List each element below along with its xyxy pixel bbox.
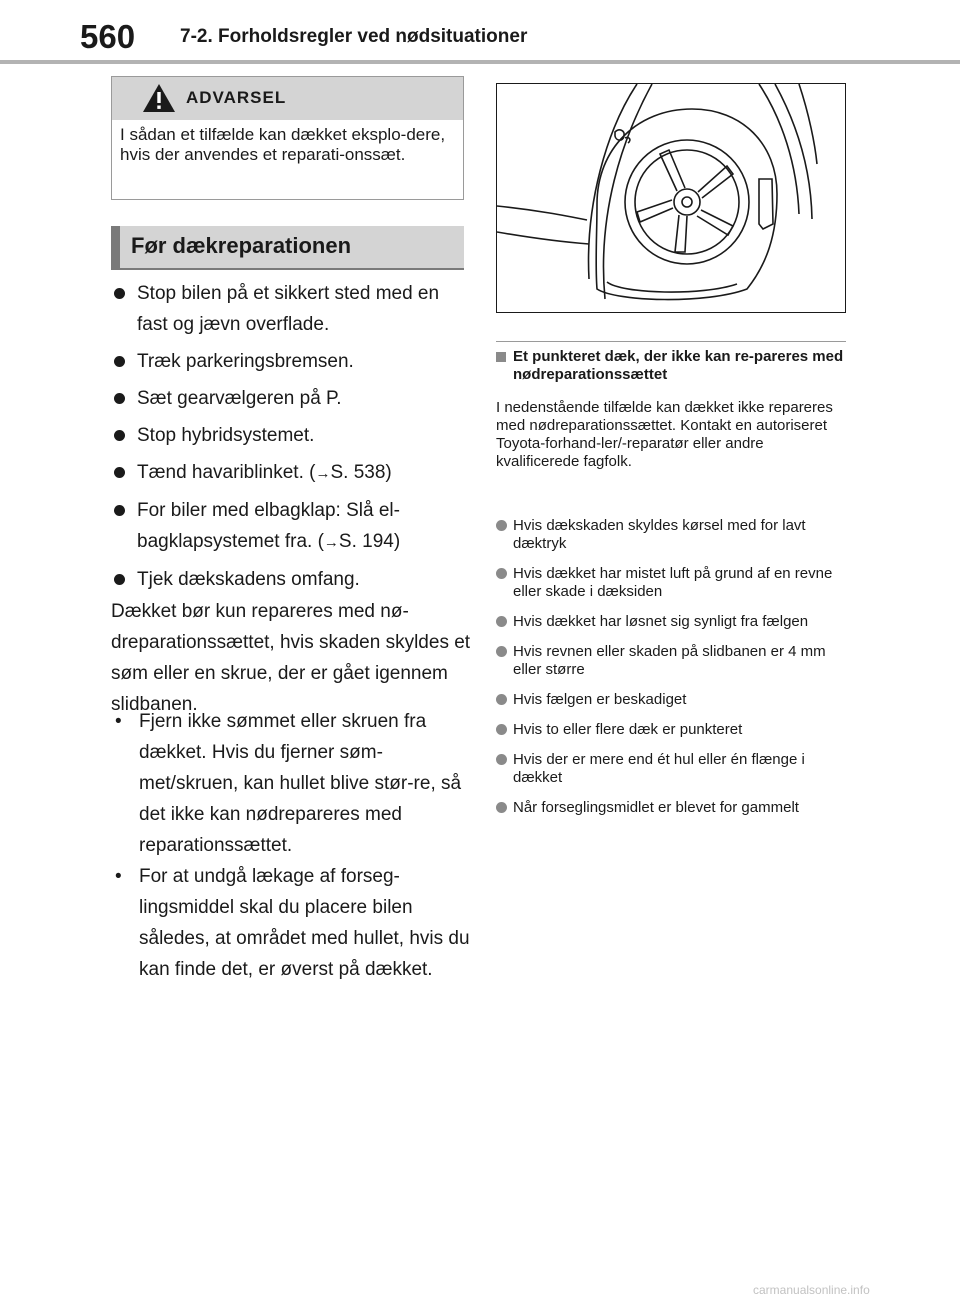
case-text: Hvis dækskaden skyldes kørsel med for lavt dæktryk (513, 517, 806, 552)
page-reference-link[interactable]: S. 194 (338, 531, 394, 552)
case-item (496, 565, 846, 601)
bullet-dot-icon (496, 724, 507, 735)
case-text: Hvis revnen eller skaden på slidbanen er 4 mm eller større (513, 643, 826, 678)
step-item (111, 278, 471, 340)
heading-accent-bar (111, 226, 120, 268)
case-text: Hvis dækket har mistet luft på grund af en revne eller skade i dæksiden (513, 565, 833, 600)
page-header (0, 0, 960, 66)
case-item (496, 691, 846, 709)
step-item (111, 564, 471, 595)
subsection-heading (496, 348, 846, 384)
page-reference-link[interactable]: S. 538 (330, 462, 386, 483)
case-text: Hvis to eller flere dæk er punkteret (513, 721, 743, 738)
page-number: 560 (80, 18, 136, 55)
step-item (111, 383, 471, 414)
step-text: Tænd havariblinket. ( (137, 462, 316, 483)
warning-title: ADVARSEL (186, 88, 287, 107)
step-text: Tjek dækskadens omfang. (137, 569, 360, 590)
section-title: 7-2. Forholdsregler ved nødsituationer (180, 26, 528, 47)
case-item (496, 643, 846, 679)
flat-tire-drawing (497, 84, 845, 312)
steps-list (111, 278, 471, 601)
warning-text: I sådan et tilfælde kan dækket eksplo-dere, hvis der anvendes et reparati-onssæt. (120, 125, 446, 164)
header-divider (0, 60, 960, 64)
section-heading-text: Før dækreparationen (131, 233, 352, 258)
notes-list (111, 706, 471, 985)
step-text: Træk parkeringsbremsen. (137, 351, 354, 372)
note-text: For at undgå lækage af forseg-lingsmiddel skal du placere bilen således, at området med hullet, hvis du kan finde det, er øverst på dækket. (139, 866, 470, 980)
case-text: Når forseglingsmidlet er blevet for gammelt (513, 799, 799, 816)
repair-condition-paragraph: Dækket bør kun repareres med nø-dreparationssættet, hvis skaden skyldes et søm eller en skrue, der er gået igennem slidbanen. (111, 601, 471, 715)
step-item (111, 420, 471, 451)
bullet-dot-icon (496, 694, 507, 705)
bullet-dot-icon (114, 467, 125, 478)
case-item (496, 799, 846, 817)
bullet-dot-icon (114, 288, 125, 299)
warning-box (111, 76, 464, 200)
arrow-right-icon: → (323, 534, 339, 551)
flat-tire-illustration (496, 83, 846, 313)
square-bullet-icon (496, 352, 506, 362)
section-heading (111, 226, 464, 268)
warning-triangle-icon (142, 83, 176, 113)
step-text: ) (385, 462, 392, 483)
case-text: Hvis der er mere end ét hul eller én flænge i dækket (513, 751, 805, 786)
note-text: Fjern ikke sømmet eller skruen fra dækket. Hvis du fjerner søm-met/skruen, kan hullet blive stør-re, så det ikke kan nødrepareres med reparationssættet. (139, 711, 462, 856)
step-item (111, 346, 471, 377)
illustration-divider (496, 341, 846, 342)
bullet-dot-icon (496, 802, 507, 813)
warning-header (112, 77, 463, 120)
step-text: ) (393, 531, 401, 552)
bullet-dot-icon (496, 520, 507, 531)
case-item (496, 751, 846, 787)
step-text: Stop hybridsystemet. (137, 425, 315, 446)
subsection-heading-text: Et punkteret dæk, der ikke kan re-pareres med nødreparationssættet (513, 348, 844, 383)
watermark: carmanualsonline.info (753, 1283, 870, 1297)
step-text: Sæt gearvælgeren på P. (137, 388, 342, 409)
step-item (111, 495, 471, 558)
bullet-dot-icon (496, 754, 507, 765)
subsection-paragraph: I nedenstående tilfælde kan dækket ikke repareres med nødreparationssættet. Kontakt en autoriseret Toyota-forhand-ler/-reparatør eller andre kvalificerede fagfolk. (496, 399, 833, 470)
step-item (111, 457, 471, 489)
bullet-dot-icon (496, 568, 507, 579)
bullet-dot-icon (496, 646, 507, 657)
bullet-dot-icon (114, 574, 125, 585)
case-item (496, 517, 846, 553)
irreparable-cases-list (496, 517, 846, 829)
case-item (496, 613, 846, 631)
step-text: Stop bilen på et sikkert sted med en fast og jævn overflade. (137, 283, 440, 335)
note-item (111, 861, 471, 985)
bullet-dot-icon (114, 356, 125, 367)
case-text: Hvis fælgen er beskadiget (513, 691, 687, 708)
bullet-dot-icon: • (115, 711, 122, 732)
bullet-dot-icon (114, 393, 125, 404)
arrow-right-icon: → (315, 465, 331, 482)
case-text: Hvis dækket har løsnet sig synligt fra fælgen (513, 613, 809, 630)
case-item (496, 721, 846, 739)
bullet-dot-icon: • (115, 866, 122, 887)
bullet-dot-icon (114, 430, 125, 441)
step-text: For biler med elbagklap: Slå el-bagklapsystemet fra. ( (137, 500, 400, 552)
bullet-dot-icon (114, 505, 125, 516)
note-item (111, 706, 471, 861)
heading-underline (111, 268, 464, 270)
bullet-dot-icon (496, 616, 507, 627)
